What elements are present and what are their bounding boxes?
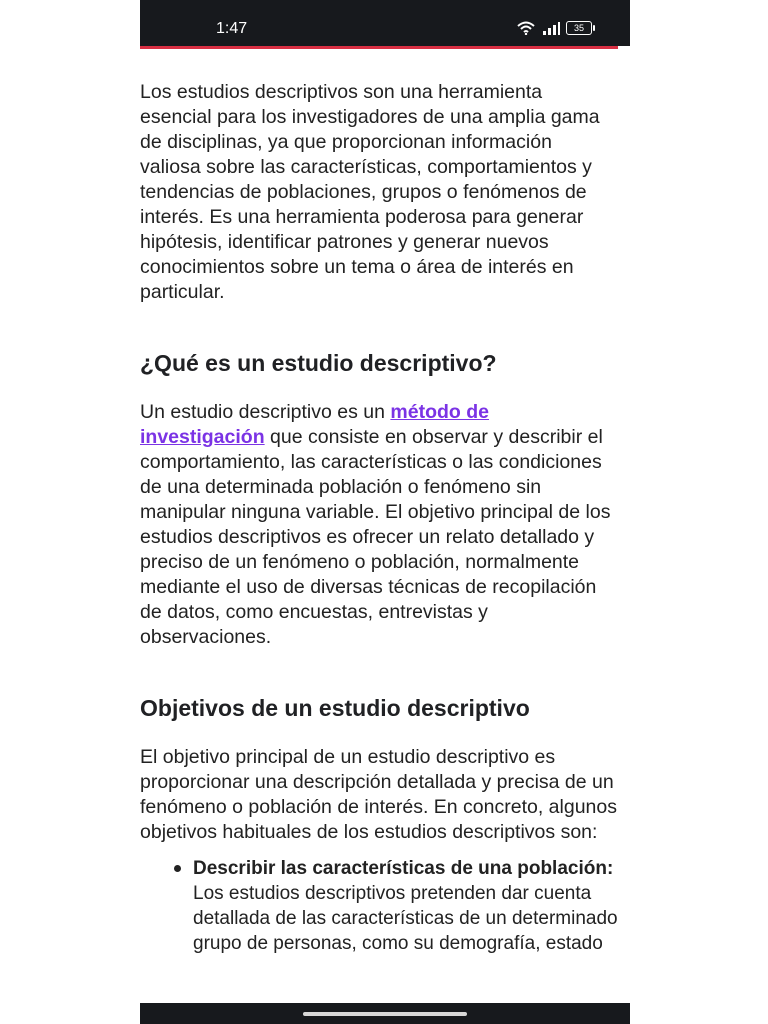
intro-paragraph: Los estudios descriptivos son una herramienta esencial para los investigadores de una amplia gama de disciplinas, ya que proporcionan información valiosa sobre las características, comportamientos y tendencias de poblaciones, grupos o fenómenos de interés. Es una herramienta poderosa para generar hipótesis, identificar patrones y generar nuevos conocimientos sobre un tema o área de interés en particular. <box>140 81 600 303</box>
metodo-investigacion-link[interactable]: método de investigación <box>140 401 489 448</box>
bullet-text: Los estudios descriptivos pretenden dar cuenta detallada de las características de un determinado grupo de personas, como su demografía, estado <box>193 883 618 954</box>
wifi-icon <box>516 21 536 35</box>
status-bar <box>140 0 630 46</box>
bullet-dot <box>174 865 181 872</box>
accent-line <box>140 46 618 49</box>
signal-icon <box>542 22 560 35</box>
navigation-bar <box>140 1003 630 1024</box>
paragraph-text: que consiste en observar y describir el comportamiento, las características o las condiciones de una determinada población o fenómeno sin manipular ninguna variable. El objetivo principal de los estudios descriptivos es ofrecer un relato detallado y preciso de un fenómeno o población, normalmente mediante el uso de diversas técnicas de recopilación de datos, como encuestas, entrevistas y observaciones. <box>140 426 611 648</box>
status-time: 1:47 <box>216 20 248 37</box>
section-paragraph-que-es <box>140 400 618 650</box>
home-indicator[interactable] <box>303 1012 467 1016</box>
status-icons <box>516 21 592 35</box>
section-paragraph-objetivos: El objetivo principal de un estudio descriptivo es proporcionar una descripción detallada y precisa de un fenómeno o población de interés. En concreto, algunos objetivos habituales de los estudios descriptivos son: <box>140 746 617 843</box>
phone-screen <box>140 0 630 1024</box>
article-content <box>140 80 618 956</box>
bullet-title: Describir las características de una población: <box>193 858 614 879</box>
objectives-list <box>140 856 618 956</box>
paragraph-text: Un estudio descriptivo es un <box>140 401 391 423</box>
section-heading-objetivos: Objetivos de un estudio descriptivo <box>140 695 530 721</box>
battery-icon: 35 <box>566 21 592 35</box>
list-item <box>140 856 618 956</box>
section-heading-que-es: ¿Qué es un estudio descriptivo? <box>140 350 497 376</box>
